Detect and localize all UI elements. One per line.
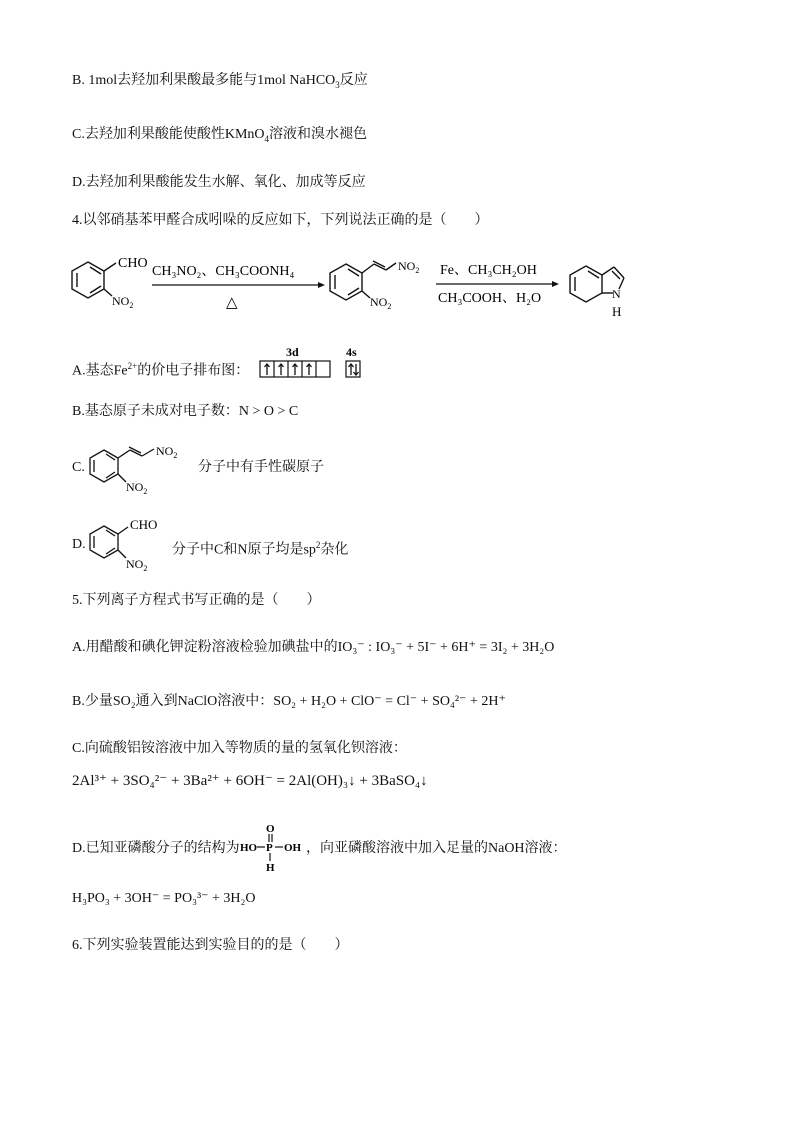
struct-oh: OH (284, 842, 302, 854)
struct-p: P (266, 842, 273, 854)
q3-option-d: D.去羟加利果酸能发生水解、氧化、加成等反应 (72, 175, 366, 190)
q4-option-c-label: C. (72, 460, 85, 475)
d-cho: CHO (130, 517, 158, 532)
intermediate-no2-bottom: $NO_2$ (370, 295, 392, 311)
d-no2: $NO_2$ (126, 557, 148, 572)
q5-option-d-suffix: ，向亚磷酸溶液中加入足量的NaOH溶液： (306, 841, 567, 856)
reaction1-reagents: CH₃NO₂、CH₃COONH₄ (152, 264, 295, 279)
q5-option-a: A.用醋酸和碘化钾淀粉溶液检验加碘盐中的IO₃⁻ : IO₃⁻ + 5I⁻ + 6H⁺ = 3I₂ + 3H₂O (72, 640, 555, 655)
label-3d: 3d (286, 345, 299, 359)
q5-option-b: B.少量SO₂通入到NaClO溶液中：SO₂ + H₂O + ClO⁻ = Cl⁻ + SO₄²⁻ + 2H⁺ (72, 694, 506, 709)
q4-option-d-structure (84, 512, 172, 572)
reaction1-condition: △ (226, 295, 238, 311)
label-4s: 4s (346, 345, 357, 359)
reactant-no2: $NO_2$ (112, 294, 134, 310)
q5-option-c-line1: C.向硫酸铝铵溶液中加入等物质的量的氢氧化钡溶液： (72, 741, 407, 756)
indole-h: H (612, 304, 622, 319)
q3-option-c: C.去羟加利果酸能使酸性KMnO$_4$溶液和溴水褪色 (72, 127, 368, 144)
c-no2-bottom: $NO_2$ (126, 480, 148, 496)
q3-option-b: B. 1mol去羟加利果酸最多能与1mol NaHCO$_3$反应 (72, 73, 368, 90)
struct-o: O (266, 823, 275, 835)
reaction1-arrowhead (318, 282, 325, 288)
q6-stem: 6.下列实验装置能达到实验目的的是（ ） (72, 938, 349, 953)
reaction2-reagents: Fe、CH₃CH₂OH (440, 263, 537, 278)
reaction2-condition: CH₃COOH、H₂O (438, 291, 542, 306)
q4-option-b: B.基态原子未成对电子数：N > O > C (72, 404, 299, 419)
benzene-ring-reactant (72, 262, 116, 298)
reaction2-arrowhead (552, 281, 559, 287)
q4-option-d-text: 分子中C和N原子均是$sp^2$杂化 (172, 540, 349, 558)
q4-option-a: A.基态$Fe^{2+}$的价电子排布图： (72, 361, 250, 379)
reactant-cho: CHO (118, 256, 148, 271)
q4-option-d-label: D. (72, 537, 86, 552)
q4-option-c-structure (84, 436, 196, 496)
indole-n: N (612, 287, 621, 301)
struct-ho: HO (240, 842, 258, 854)
q5-option-c-line2: 2Al³⁺ + 3SO₄²⁻ + 3Ba²⁺ + 6OH⁻ = 2Al(OH)₃↓ + 3BaSO₄↓ (72, 773, 428, 789)
q5-stem: 5.下列离子方程式书写正确的是（ ） (72, 593, 321, 608)
q5-option-d-prefix: D.已知亚磷酸分子的结构为 (72, 841, 240, 856)
q4-option-c-text: 分子中有手性碳原子 (198, 460, 324, 475)
fe2-orbital-diagram (256, 345, 368, 381)
struct-h: H (266, 862, 275, 874)
q5-option-d-equation: H₃PO₃ + 3OH⁻ = PO₃³⁻ + 3H₂O (72, 891, 256, 906)
phosphorous-acid-structure (240, 820, 310, 876)
q4-stem: 4.以邻硝基苯甲醛合成吲哚的反应如下，下列说法正确的是（ ） (72, 213, 489, 228)
intermediate-no2-top: $NO_2$ (398, 259, 420, 275)
c-no2-top: $NO_2$ (156, 444, 178, 460)
q4-reaction-scheme (68, 248, 648, 326)
